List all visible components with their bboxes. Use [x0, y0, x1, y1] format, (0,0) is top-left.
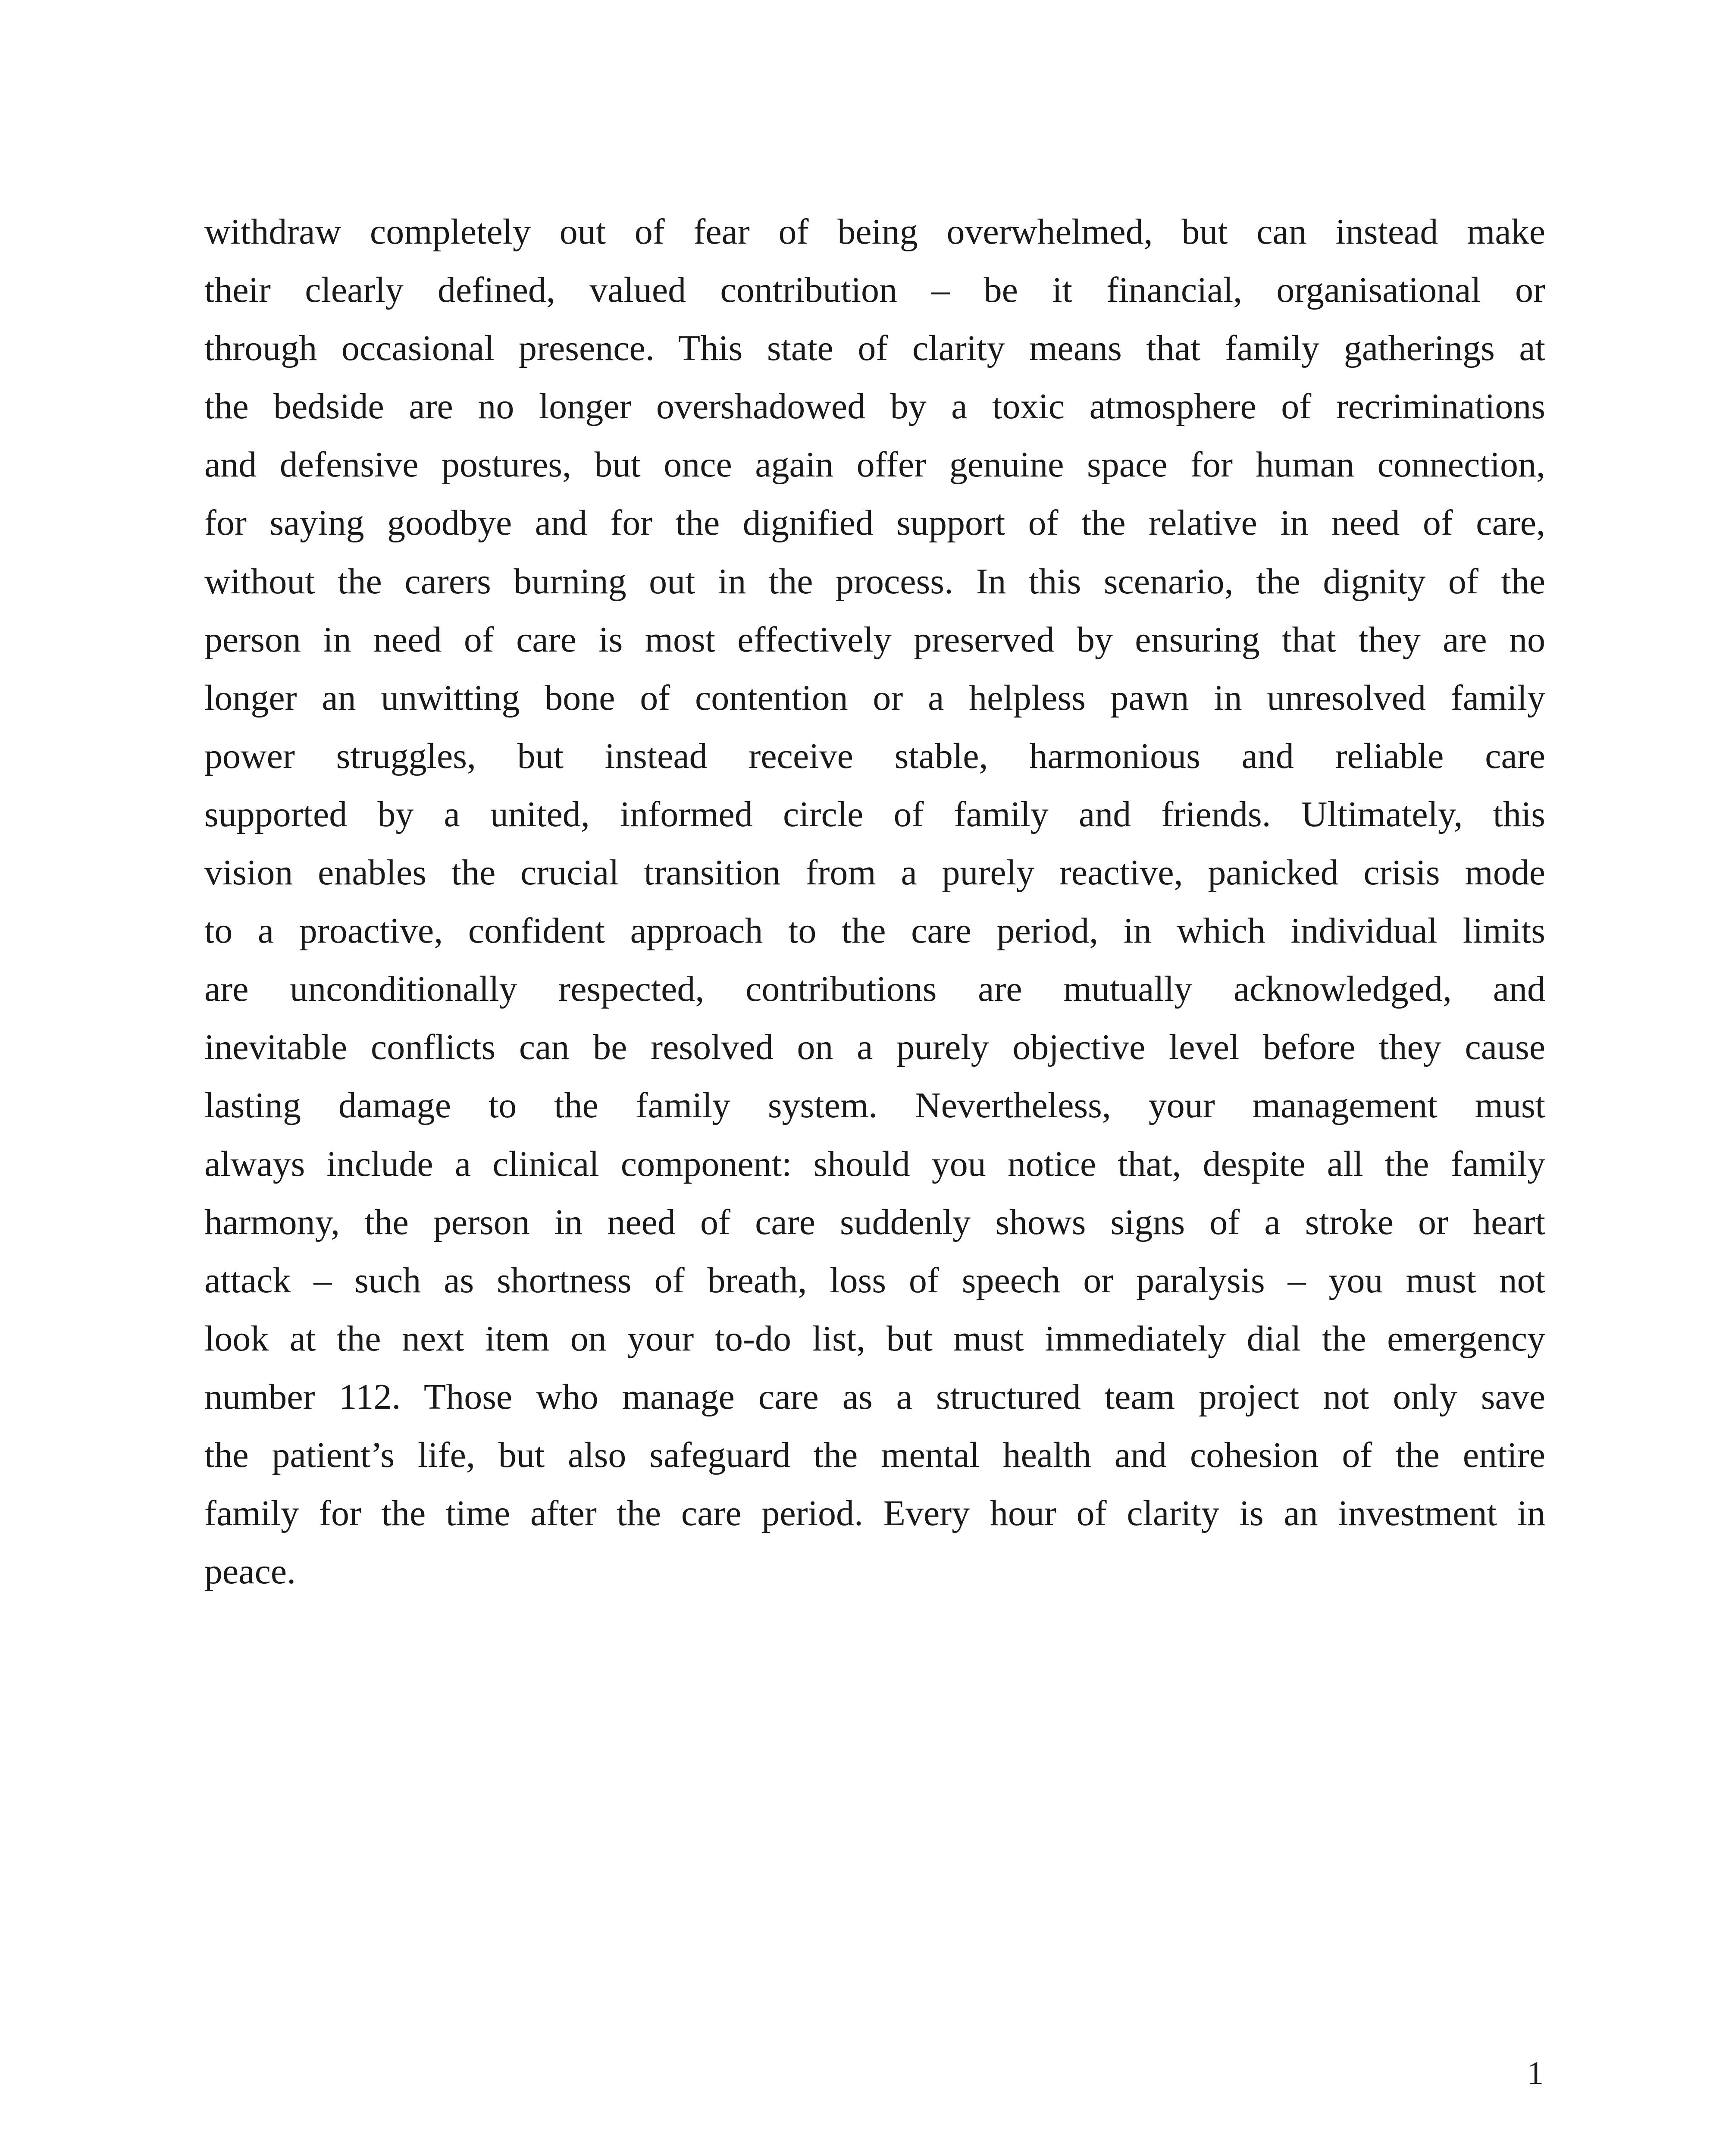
body-line: power struggles, but instead receive stable, harmonious and reliable care — [204, 736, 1545, 776]
body-line: through occasional presence. This state of clarity means that family gatherings at — [204, 328, 1545, 369]
body-line: always include a clinical component: should you notice that, despite all the family — [204, 1144, 1545, 1184]
body-line: supported by a united, informed circle of family and friends. Ultimately, this — [204, 794, 1545, 834]
body-line: the patient’s life, but also safeguard the mental health and cohesion of the entire — [204, 1435, 1545, 1475]
body-line: the bedside are no longer overshadowed by a toxic atmosphere of recriminations — [204, 386, 1545, 427]
body-line: inevitable conflicts can be resolved on a purely objective level before they cause — [204, 1027, 1545, 1068]
body-line: harmony, the person in need of care suddenly shows signs of a stroke or heart — [204, 1202, 1545, 1242]
body-line: family for the time after the care period. Every hour of clarity is an investment in — [204, 1493, 1545, 1534]
body-line: and defensive postures, but once again offer genuine space for human connection, — [204, 445, 1545, 485]
body-line: to a proactive, confident approach to the care period, in which individual limits — [204, 911, 1545, 951]
body-line: for saying goodbye and for the dignified support of the relative in need of care, — [204, 503, 1545, 543]
body-line: without the carers burning out in the process. In this scenario, the dignity of the — [204, 561, 1545, 602]
body-line: person in need of care is most effectively preserved by ensuring that they are no — [204, 619, 1545, 660]
body-line: number 112. Those who manage care as a structured team project not only save — [204, 1376, 1545, 1417]
body-line: longer an unwitting bone of contention or a helpless pawn in unresolved family — [204, 677, 1545, 718]
body-line: vision enables the crucial transition from a purely reactive, panicked crisis mode — [204, 852, 1545, 893]
page-number: 1 — [1527, 2055, 1544, 2091]
body-line: withdraw completely out of fear of being overwhelmed, but can instead make — [204, 212, 1545, 252]
body-line: lasting damage to the family system. Nevertheless, your management must — [204, 1085, 1545, 1126]
body-line: are unconditionally respected, contributions are mutually acknowledged, and — [204, 969, 1545, 1009]
body-line: attack – such as shortness of breath, loss of speech or paralysis – you must not — [204, 1260, 1545, 1300]
body-line: look at the next item on your to-do list, but must immediately dial the emergency — [204, 1318, 1545, 1359]
body-line: their clearly defined, valued contribution – be it financial, organisational or — [204, 270, 1545, 310]
body-paragraph — [204, 203, 1545, 1601]
body-line: peace. — [204, 1551, 296, 1592]
